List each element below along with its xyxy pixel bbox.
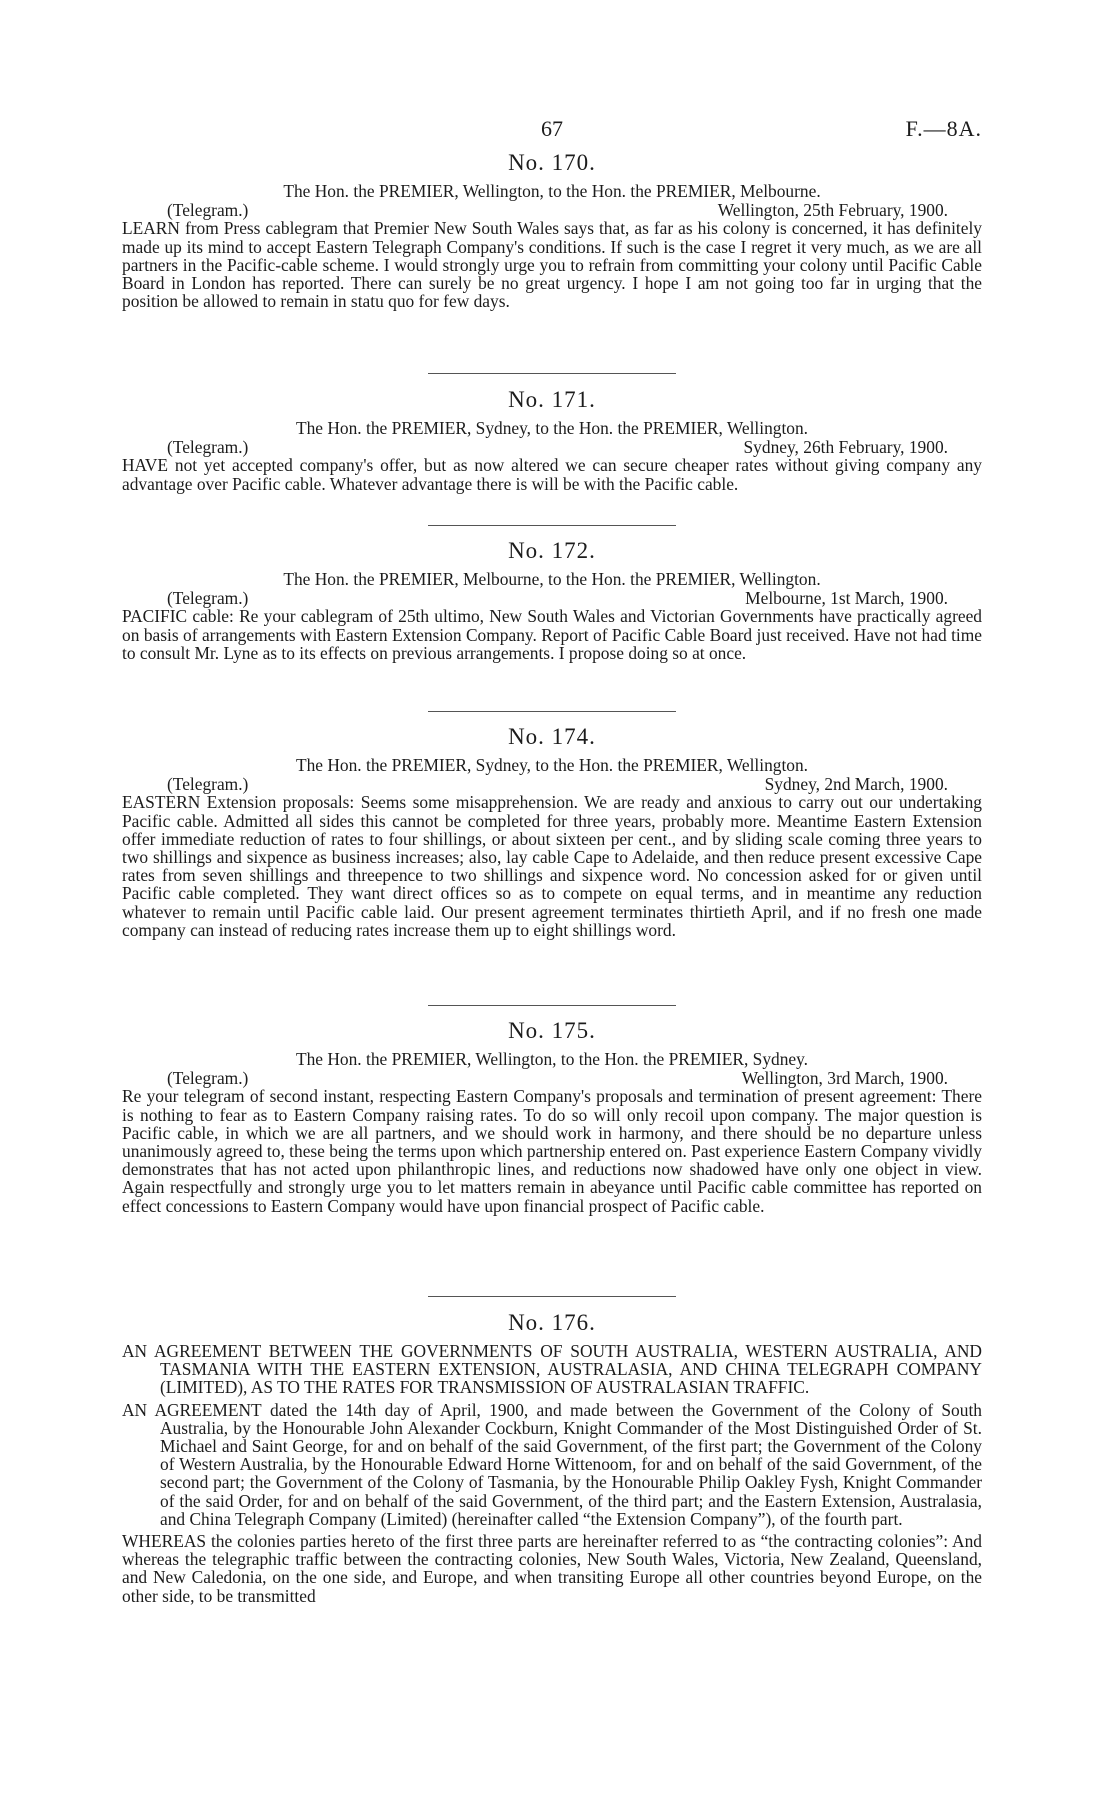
telegram-meta xyxy=(122,589,982,607)
telegram-route: The Hon. the PREMIER, Melbourne, to the Hon. the PREMIER, Wellington. xyxy=(283,569,821,589)
agreement-176 xyxy=(122,1310,982,1605)
section-divider xyxy=(428,1005,676,1006)
lead-word: WHEREAS xyxy=(122,1531,207,1552)
section-divider xyxy=(428,373,676,374)
telegram-route: The Hon. the PREMIER, Wellington, to the Hon. the PREMIER, Melbourne. xyxy=(283,181,821,201)
telegram-body xyxy=(122,793,982,939)
page-number: 67 xyxy=(541,116,563,141)
telegram-174 xyxy=(122,724,982,939)
agreement-whereas xyxy=(122,1532,982,1605)
telegram-meta xyxy=(122,1069,982,1087)
telegram-172 xyxy=(122,538,982,662)
lead-word: EASTERN xyxy=(122,792,201,813)
telegram-dateline: Sydney, 26th February, 1900. xyxy=(743,437,948,458)
body-text: from Press cablegram that Premier New South Wales says that, as far as his colony is concerned, it has definitely made up its mind to accept Eastern Telegraph Company's conditions. If such is the case I regret it very much, as we are all partners in the Pacific-cable scheme. I would strongly urge you to refrain from committing your colony until Pacific Cable Board in London has reported. There can surely be no great urgency. I hope I am not going too far in urging that the position be allowed to remain in statu quo for few days. xyxy=(122,218,982,312)
section-divider xyxy=(428,1296,676,1297)
telegram-body xyxy=(122,219,982,310)
agreement-parties xyxy=(122,1401,982,1528)
section-divider xyxy=(428,525,676,526)
body-text: dated the 14th day of April, 1900, and made between the Government of the Colony of South Australia, by the Honourable John Alexander Cockburn, Knight Commander of the Most Distinguished Order of St. Michael and Saint George, for and on behalf of the said Government, of the first part; the Government of the Colony of Western Australia, by the Honourable Edward Horne Wittenoom, for and on behalf of the said Government, of the second part; the Government of the Colony of Tasmania, by the Honourable Philip Oakley Fysh, Knight Commander of the said Order, for and on behalf of the said Government, of the third part; and the Eastern Extension, Australasia, and China Telegraph Company (Limited) (hereinafter called “the Extension Company”), of the fourth part. xyxy=(160,1399,982,1529)
lead-word: HAVE xyxy=(122,455,169,476)
telegram-body xyxy=(122,607,982,662)
telegram-heading: No. 170. xyxy=(508,150,596,175)
telegram-dateline: Sydney, 2nd March, 1900. xyxy=(764,774,948,795)
lead-word: LEARN xyxy=(122,218,180,239)
telegram-175 xyxy=(122,1018,982,1215)
telegram-heading: No. 174. xyxy=(508,724,596,749)
lead-word: AN AGREEMENT xyxy=(122,1399,262,1420)
document-code: F.—8A. xyxy=(905,116,982,141)
body-text: not yet accepted company's offer, but as now altered we can secure cheaper rates without giving company any advantage over Pacific cable. Whatever advantage there is will be with the Pacific cable. xyxy=(122,455,982,494)
telegram-type: (Telegram.) xyxy=(167,588,249,609)
agreement-title: AN AGREEMENT BETWEEN THE GOVERNMENTS OF SOUTH AUSTRALIA, WESTERN AUSTRALIA, AND TASMANIA WITH THE EASTERN EXTENSION, AUSTRALASIA, AND CHINA TELEGRAPH COMPANY (LIMITED), AS TO THE RATES FOR TRANSMISSION OF AUSTRALASIAN TRAFFIC. xyxy=(122,1341,982,1398)
telegram-type: (Telegram.) xyxy=(167,437,249,458)
body-text: Extension proposals: Seems some misapprehension. We are ready and anxious to carry out our undertaking Pacific cable. Admitted all sides this cannot be completed for three years, probably more. Meantime Eastern Extension offer immediate reduction of rates to four shillings, or about sixteen per cent., and by sliding scale coming three years to two shillings and sixpence as business increases; also, lay cable Cape to Adelaide, and then reduce present excessive Cape rates from seven shillings and threepence to two shillings and sixpence word. No concession asked for or given until Pacific cable completed. They want direct offices so as to compete on equal terms, and in meantime any reduction whatever to remain until Pacific cable laid. Our present agreement terminates thirtieth April, and if no fresh one made company can instead of reducing rates increase them up to eight shillings word. xyxy=(122,792,982,940)
telegram-dateline: Wellington, 25th February, 1900. xyxy=(717,200,948,221)
telegram-170 xyxy=(122,150,982,310)
telegram-171 xyxy=(122,387,982,493)
telegram-body xyxy=(122,1087,982,1214)
body-text: the colonies parties hereto of the first three parts are hereinafter referred to as “the contracting colonies”: And whereas the telegraphic traffic between the contracting colonies, New South Wales, Victoria, New Zealand, Queensland, and New Caledonia, on the one side, and Europe, and when transiting Europe all other countries beyond Europe, on the other side, to be transmitted xyxy=(122,1531,982,1606)
telegram-body xyxy=(122,456,982,492)
telegram-route: The Hon. the PREMIER, Sydney, to the Hon. the PREMIER, Wellington. xyxy=(295,755,809,775)
telegram-heading: No. 171. xyxy=(508,387,596,412)
agreement-heading: No. 176. xyxy=(508,1310,596,1335)
body-text: cable: Re your cablegram of 25th ultimo, New South Wales and Victorian Governments have practically agreed on basis of arrangements with Eastern Extension Company. Report of Pacific Cable Board just received. Have not had time to consult Mr. Lyne as to its effects on previous arrangements. I propose doing so at once. xyxy=(122,606,982,663)
telegram-dateline: Melbourne, 1st March, 1900. xyxy=(745,588,948,609)
section-divider xyxy=(428,711,676,712)
telegram-meta xyxy=(122,438,982,456)
telegram-type: (Telegram.) xyxy=(167,200,249,221)
telegram-heading: No. 172. xyxy=(508,538,596,563)
lead-word: PACIFIC xyxy=(122,606,188,627)
body-text: Re your telegram of second instant, respecting Eastern Company's proposals and termination of present agreement: There is nothing to fear as to Eastern Company raising rates. To do so will only recoil upon company. The major question is Pacific cable, in which we are all partners, and we should work in harmony, and there should be no departure unless unanimously agreed to, these being the terms upon which partnership entered on. Past experience Eastern Company vividly demonstrates that has not acted upon philanthropic lines, and reductions now shadowed have only one object in view. Again respectfully and strongly urge you to let matters remain in abeyance until Pacific cable committee has reported on effect concessions to Eastern Company would have upon financial prospect of Pacific cable. xyxy=(122,1086,982,1216)
telegram-dateline: Wellington, 3rd March, 1900. xyxy=(741,1068,948,1089)
telegram-heading: No. 175. xyxy=(508,1018,596,1043)
telegram-type: (Telegram.) xyxy=(167,774,249,795)
telegram-type: (Telegram.) xyxy=(167,1068,249,1089)
telegram-route: The Hon. the PREMIER, Wellington, to the Hon. the PREMIER, Sydney. xyxy=(295,1049,809,1069)
telegram-meta xyxy=(122,775,982,793)
telegram-route: The Hon. the PREMIER, Sydney, to the Hon. the PREMIER, Wellington. xyxy=(295,418,809,438)
telegram-meta xyxy=(122,201,982,219)
